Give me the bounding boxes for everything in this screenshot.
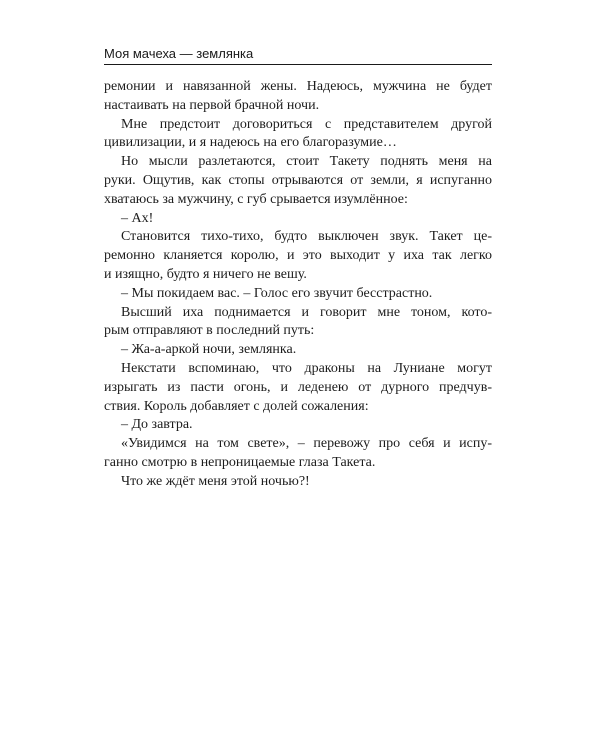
running-head: Моя мачеха — землянка xyxy=(104,46,254,61)
text-line: руки. Ощутив, как стопы отрываются от земли, я испуганно xyxy=(104,172,492,188)
text-line: ремонно кланяется королю, и это выходит у иха так легко xyxy=(104,248,492,264)
header-rule xyxy=(104,64,492,65)
text-line: Становится тихо-тихо, будто выключен звук. Такет це- xyxy=(121,229,492,245)
text-line: – Жа-а-аркой ночи, землянка. xyxy=(121,342,297,358)
text-line: изрыгать из пасти огонь, и леденею от дурного предчув- xyxy=(104,379,492,395)
text-line: Мне предстоит договориться с представителем другой xyxy=(121,116,492,132)
text-line: настаивать на первой брачной ночи. xyxy=(104,97,320,113)
text-line: ствия. Король добавляет с долей сожаления: xyxy=(104,398,369,414)
text-line: Высший иха поднимается и говорит мне тоном, кото- xyxy=(121,304,492,320)
text-line: рым отправляют в последний путь: xyxy=(104,323,315,339)
text-line: и изящно, будто я ничего не вешу. xyxy=(104,266,307,282)
text-line: ганно смотрю в непроницаемые глаза Такета. xyxy=(104,454,376,470)
text-line: «Увидимся на том свете», – перевожу про себя и испу- xyxy=(121,436,492,452)
text-line: – До завтра. xyxy=(121,417,193,433)
body-text xyxy=(104,78,492,492)
text-line: Но мысли разлетаются, стоит Такету поднять меня на xyxy=(121,154,492,170)
text-line: – Ах! xyxy=(121,210,154,226)
text-line: цивилизации, и я надеюсь на его благоразумие… xyxy=(104,135,397,151)
text-line: Некстати вспоминаю, что драконы на Луниане могут xyxy=(121,360,492,376)
text-line: ремонии и навязанной жены. Надеюсь, мужчина не будет xyxy=(104,79,492,94)
text-line: хватаюсь за мужчину, с губ срывается изумлённое: xyxy=(104,191,408,207)
text-line: – Мы покидаем вас. – Голос его звучит бесстрастно. xyxy=(121,285,433,301)
text-line: Что же ждёт меня этой ночью?! xyxy=(121,473,310,489)
